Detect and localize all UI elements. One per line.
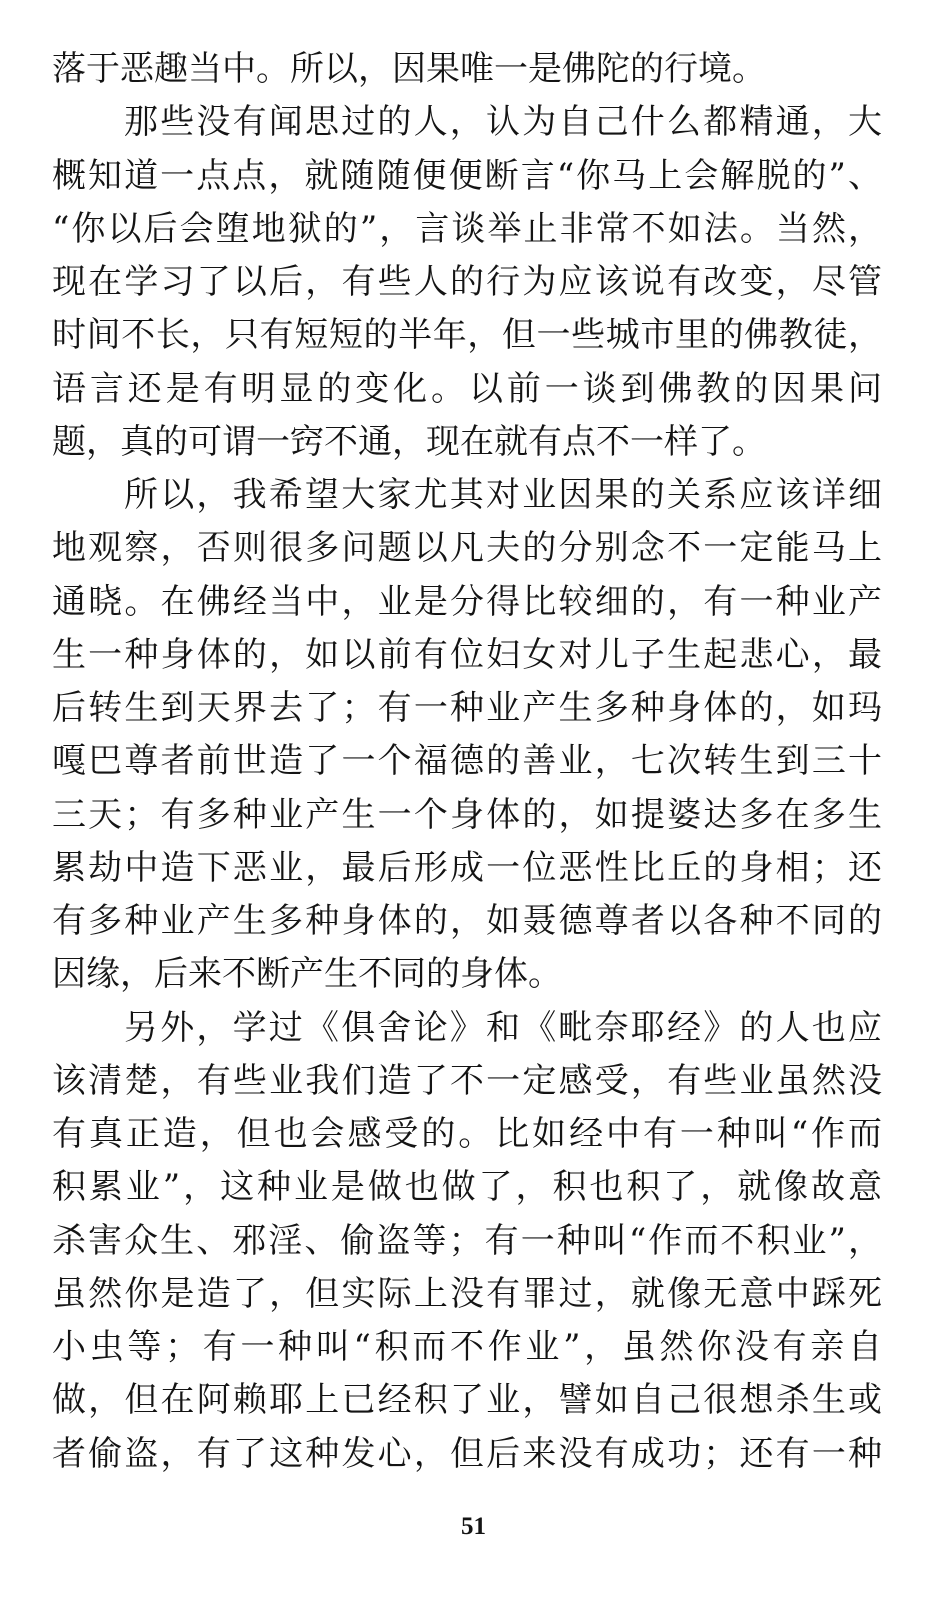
paragraph-3 — [52, 469, 882, 1002]
text-line: 者偷盗，有了这种发心，但后来没有成功；还有一种 — [52, 1433, 882, 1474]
text-line: 语言还是有明显的变化。以前一谈到佛教的因果问 — [52, 368, 882, 409]
text-line: 生一种身体的，如以前有位妇女对儿子生起悲心，最 — [52, 634, 882, 675]
text-line: 虽然你是造了，但实际上没有罪过，就像无意中踩死 — [52, 1273, 882, 1314]
text-line: 时间不长，只有短短的半年，但一些城市里的佛教徒， — [52, 315, 882, 356]
paragraph-1 — [52, 43, 882, 96]
text-line: 有真正造，但也会感受的。比如经中有一种叫“作而 — [52, 1114, 882, 1154]
text-line: 小虫等；有一种叫“积而不作业”，虽然你没有亲自 — [52, 1327, 882, 1367]
text-line: 所以，我希望大家尤其对业因果的关系应该详细 — [124, 475, 882, 515]
text-line: 现在学习了以后，有些人的行为应该说有改变，尽管 — [52, 262, 882, 302]
text-line: 杀害众生、邪淫、偷盗等；有一种叫“作而不积业”， — [52, 1220, 882, 1261]
text-line: 通晓。在佛经当中，业是分得比较细的，有一种业产 — [52, 581, 882, 622]
text-line: 概知道一点点，就随随便便断言“你马上会解脱的”、 — [52, 155, 882, 196]
paragraph-4 — [52, 1002, 882, 1481]
page-number: 51 — [461, 1513, 486, 1540]
text-line: 有多种业产生多种身体的，如聂德尊者以各种不同的 — [52, 901, 882, 941]
text-line: 积累业”，这种业是做也做了，积也积了，就像故意 — [52, 1167, 882, 1208]
paragraph-2 — [52, 96, 882, 469]
text-line: 累劫中造下恶业，最后形成一位恶性比丘的身相；还 — [52, 847, 882, 888]
text-line: 题，真的可谓一窍不通，现在就有点不一样了。 — [52, 421, 766, 462]
text-line: 那些没有闻思过的人，认为自己什么都精通，大 — [124, 102, 882, 143]
text-line: 三天；有多种业产生一个身体的，如提婆达多在多生 — [52, 794, 882, 835]
text-line: 该清楚，有些业我们造了不一定感受，有些业虽然没 — [52, 1060, 882, 1101]
page-body-text — [52, 43, 882, 1481]
text-line: 落于恶趣当中。所以，因果唯一是佛陀的行境。 — [52, 49, 766, 89]
text-line: 做，但在阿赖耶上已经积了业，譬如自己很想杀生或 — [52, 1380, 882, 1421]
text-line: “你以后会堕地狱的”，言谈举止非常不如法。当然， — [52, 208, 882, 249]
text-line: 地观察，否则很多问题以凡夫的分别念不一定能马上 — [52, 528, 882, 569]
text-line: 后转生到天界去了；有一种业产生多种身体的，如玛 — [52, 688, 882, 728]
text-line: 另外，学过《俱舍论》和《毗奈耶经》的人也应 — [124, 1007, 882, 1048]
text-line: 因缘，后来不断产生不同的身体。 — [52, 954, 562, 995]
text-line: 嘎巴尊者前世造了一个福德的善业，七次转生到三十 — [52, 741, 882, 782]
